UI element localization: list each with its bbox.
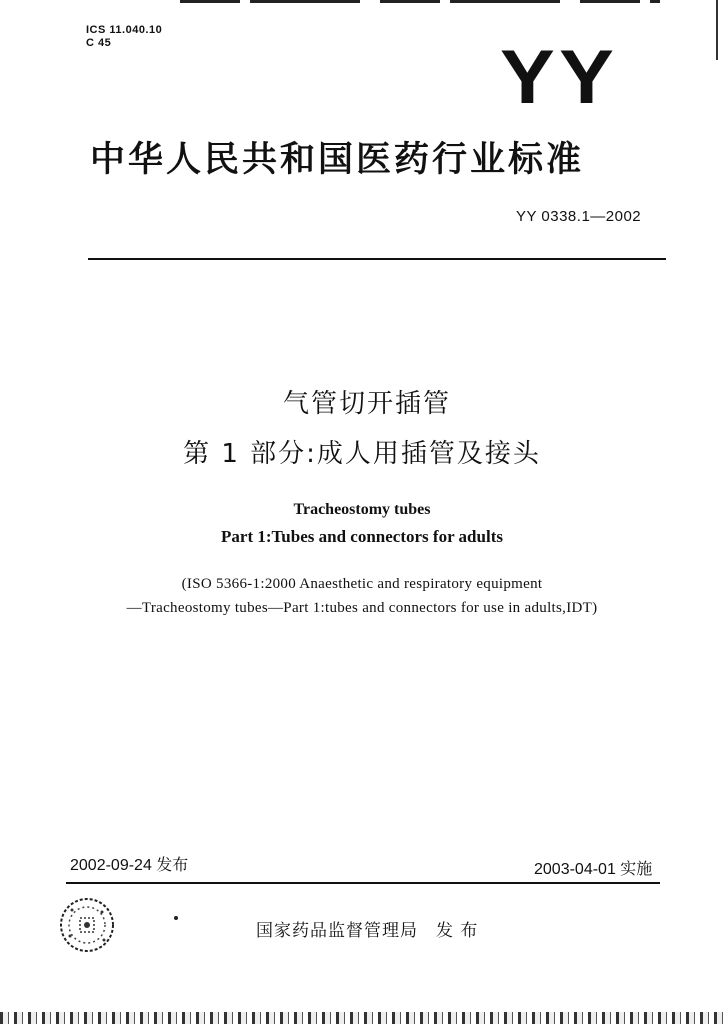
title-chinese-part: 第 1 部分:成人用插管及接头 <box>183 439 541 469</box>
publisher-line <box>256 920 478 942</box>
iso-reference-line1: (ISO 5366-1:2000 Anaesthetic and respiratory equipment <box>181 576 543 592</box>
footer-divider <box>66 882 660 884</box>
ics-code: ICS 11.040.10 <box>86 24 163 36</box>
standard-title: 中华人民共和国医药行业标准 <box>90 140 585 180</box>
publisher-name: 国家药品监督管理局 <box>256 921 418 941</box>
implementation-date: 2003-04-01 实施 <box>534 861 653 878</box>
scan-artifact-edge <box>716 0 718 60</box>
title-english-part: Part 1:Tubes and connectors for adults <box>221 527 503 546</box>
iso-reference-line2: —Tracheostomy tubes—Part 1:tubes and connectors for use in adults,IDT) <box>126 600 598 616</box>
scan-speck <box>174 916 178 920</box>
title-english-main: Tracheostomy tubes <box>293 501 431 518</box>
yy-logo: YY <box>500 35 619 120</box>
seal-stamp-icon <box>58 896 116 954</box>
title-chinese-main: 气管切开插管 <box>282 389 451 419</box>
publish-word: 发 布 <box>436 921 479 941</box>
classification-codes <box>86 24 162 50</box>
scan-artifact-top <box>180 0 660 3</box>
header-divider <box>88 258 666 260</box>
scan-artifact-bottom <box>0 1012 724 1024</box>
issue-date: 2002-09-24 发布 <box>70 857 189 874</box>
standard-number: YY 0338.1—2002 <box>516 208 642 225</box>
class-code: C 45 <box>86 37 112 49</box>
